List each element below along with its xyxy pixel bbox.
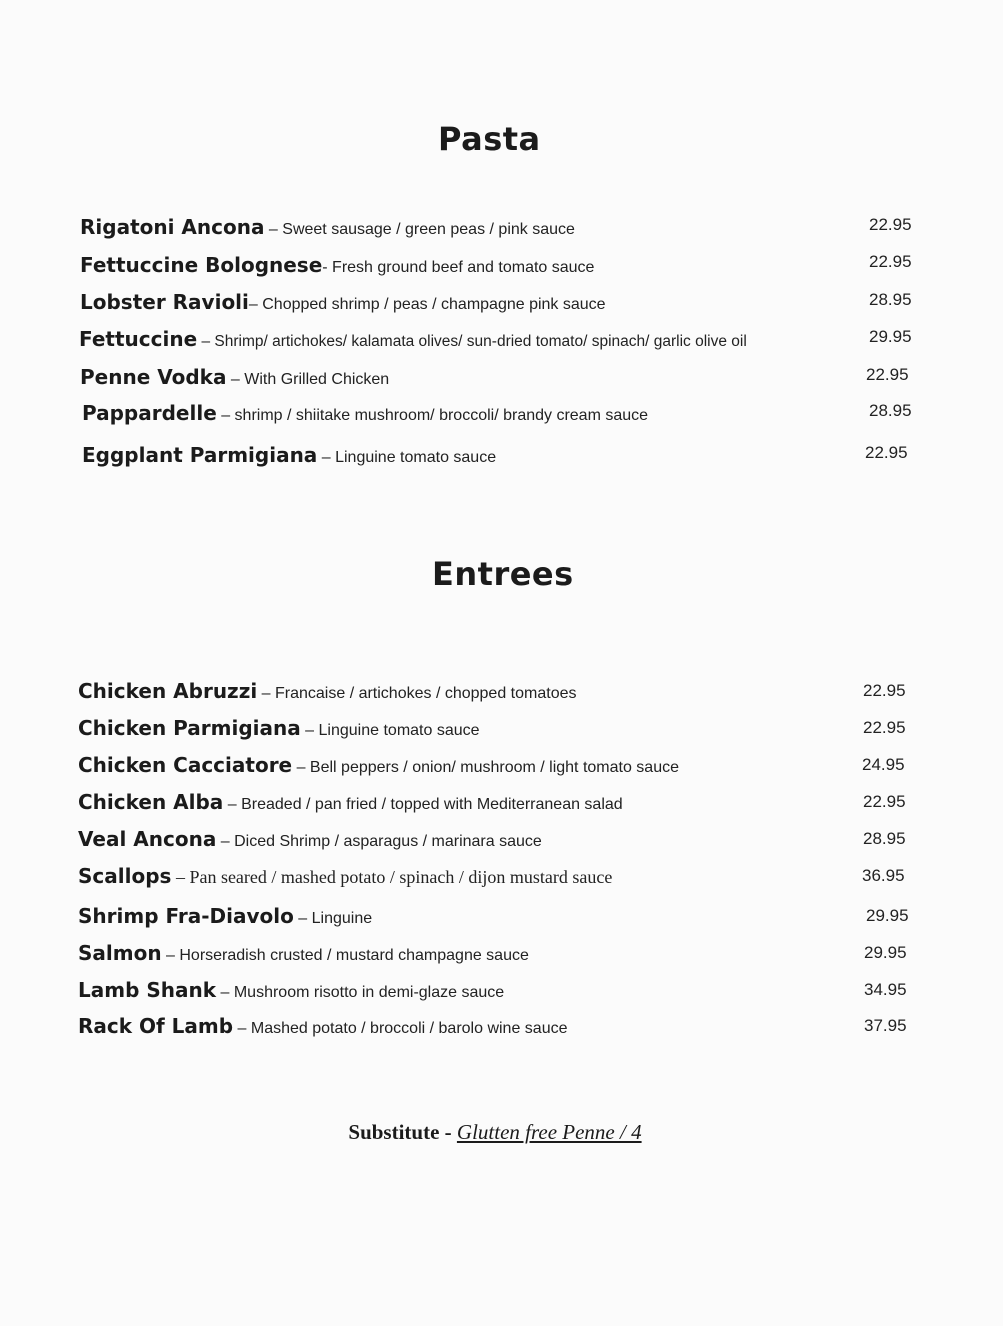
item-description: – Sweet sausage / green peas / pink sauce <box>264 221 575 238</box>
item-description: – Diced Shrimp / asparagus / marinara sauce <box>216 833 542 850</box>
item-price: 22.95 <box>863 792 906 811</box>
entrees-title: Entrees <box>432 555 574 593</box>
item-price: 28.95 <box>869 401 912 420</box>
item-description: – Francaise / artichokes / chopped tomatoes <box>257 685 577 702</box>
item-description: – Mashed potato / broccoli / barolo wine sauce <box>233 1020 568 1037</box>
menu-item <box>80 253 594 280</box>
item-price: 22.95 <box>866 365 909 384</box>
item-description: - Fresh ground beef and tomato sauce <box>322 259 595 276</box>
substitute-value: Glutten free Penne / 4 <box>456 1120 642 1144</box>
item-description: – shrimp / shiitake mushroom/ broccoli/ brandy cream sauce <box>216 407 649 424</box>
item-name: Fettuccine Bolognese <box>80 253 323 277</box>
item-price: 22.95 <box>869 215 912 234</box>
item-description: – Pan seared / mashed potato / spinach / dijon mustard sauce <box>171 867 613 887</box>
item-name: Rigatoni Ancona <box>80 215 265 239</box>
item-name: Chicken Abruzzi <box>78 679 258 703</box>
menu-item <box>80 290 606 317</box>
item-name: Eggplant Parmigiana <box>82 443 318 467</box>
item-description: – Bell peppers / onion/ mushroom / light tomato sauce <box>292 759 679 776</box>
item-price: 29.95 <box>869 327 912 346</box>
item-description: – Horseradish crusted / mustard champagne sauce <box>161 947 529 964</box>
item-name: Penne Vodka <box>80 365 227 389</box>
item-price: 22.95 <box>863 718 906 737</box>
item-price: 34.95 <box>864 980 907 999</box>
item-price: 29.95 <box>866 906 909 925</box>
item-price: 22.95 <box>869 252 912 271</box>
item-name: Rack Of Lamb <box>78 1014 234 1038</box>
menu-item <box>78 1014 568 1041</box>
item-description: – Linguine tomato sauce <box>317 449 497 466</box>
item-name: Chicken Cacciatore <box>78 753 293 777</box>
item-name: Lobster Ravioli <box>80 290 249 314</box>
menu-item <box>78 716 480 743</box>
item-description: – Linguine tomato sauce <box>300 722 480 739</box>
item-price: 22.95 <box>863 681 906 700</box>
item-description: – With Grilled Chicken <box>226 371 390 388</box>
item-name: Chicken Parmigiana <box>78 716 301 740</box>
item-price: 36.95 <box>862 866 905 885</box>
item-name: Pappardelle <box>82 401 217 425</box>
menu-item <box>78 679 576 706</box>
menu-item <box>80 215 575 242</box>
substitute-note <box>0 1120 990 1145</box>
menu-item <box>78 827 542 854</box>
menu-item <box>78 864 612 890</box>
item-name: Lamb Shank <box>78 978 217 1002</box>
menu-item <box>82 401 648 428</box>
item-name: Salmon <box>78 941 162 965</box>
menu-item <box>80 365 389 392</box>
menu-item <box>78 904 372 931</box>
substitute-label: Substitute - <box>348 1120 457 1144</box>
menu-item <box>78 978 504 1005</box>
item-name: Scallops <box>78 864 172 888</box>
item-price: 28.95 <box>869 290 912 309</box>
item-description: – Mushroom risotto in demi-glaze sauce <box>216 984 505 1001</box>
menu-item <box>78 753 679 780</box>
item-price: 22.95 <box>865 443 908 462</box>
item-description: – Chopped shrimp / peas / champagne pink sauce <box>248 296 606 313</box>
item-description: – Breaded / pan fried / topped with Mediterranean salad <box>223 796 623 813</box>
item-description: – Linguine <box>293 910 373 927</box>
menu-item <box>78 790 623 817</box>
item-name: Fettuccine <box>79 327 198 351</box>
item-price: 29.95 <box>864 943 907 962</box>
menu-item <box>82 443 496 470</box>
menu-item <box>78 941 529 968</box>
item-price: 24.95 <box>862 755 905 774</box>
item-description: – Shrimp/ artichokes/ kalamata olives/ sun-dried tomato/ spinach/ garlic olive oil <box>197 333 747 350</box>
item-name: Veal Ancona <box>78 827 217 851</box>
pasta-title: Pasta <box>438 120 541 158</box>
menu-item <box>79 327 747 354</box>
item-price: 37.95 <box>864 1016 907 1035</box>
item-name: Chicken Alba <box>78 790 224 814</box>
item-price: 28.95 <box>863 829 906 848</box>
item-name: Shrimp Fra-Diavolo <box>78 904 294 928</box>
